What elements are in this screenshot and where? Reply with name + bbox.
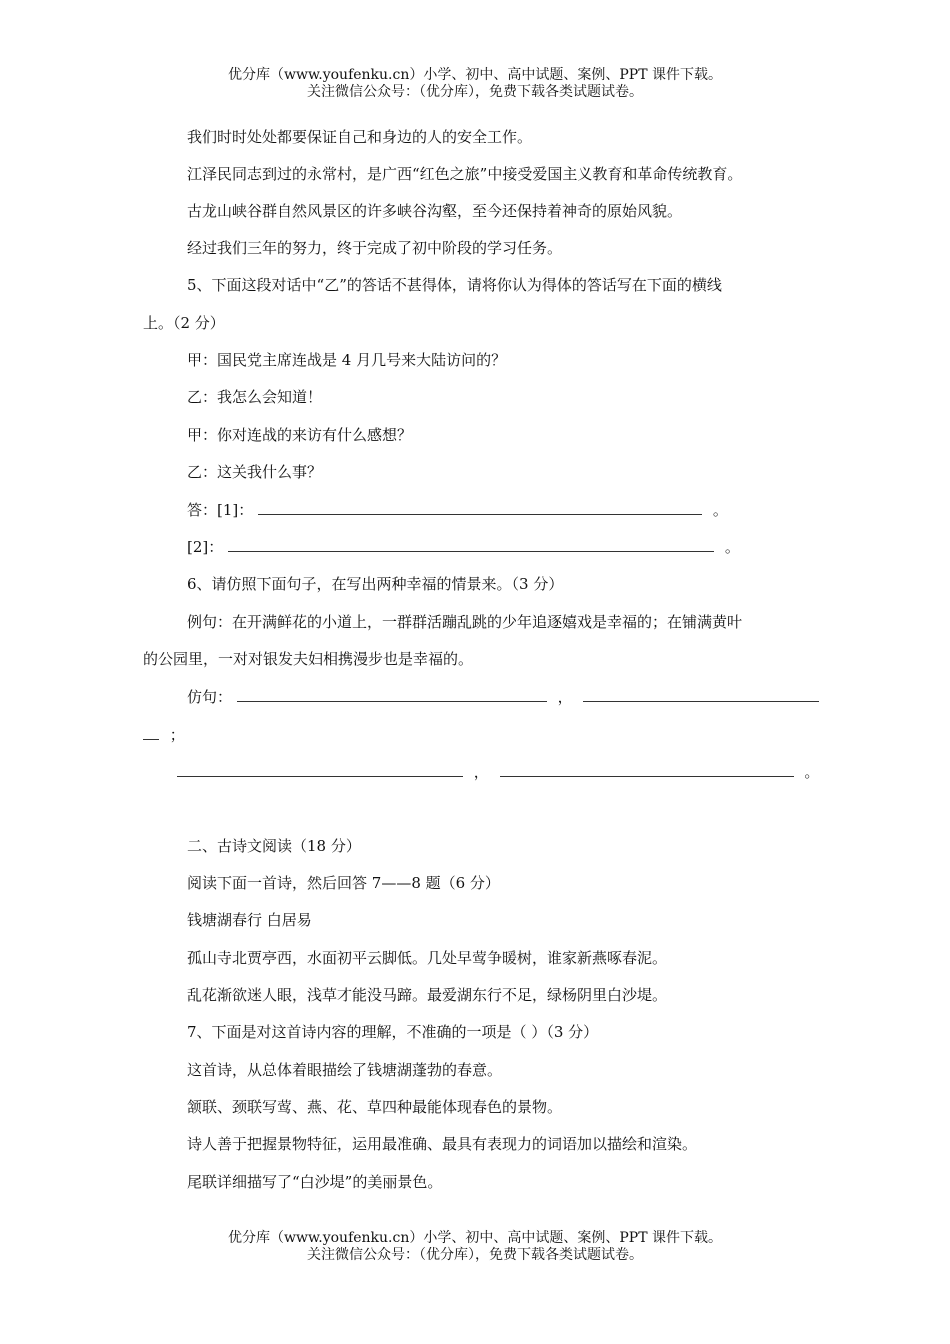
sentence-3: 古龙山峡谷群自然风景区的许多峡谷沟壑，至今还保持着神奇的原始风貌。 bbox=[187, 202, 683, 220]
answer-2-label: [2]： bbox=[187, 538, 224, 556]
option-3: 诗人善于把握景物特征，运用最准确、最具有表现力的词语加以描绘和渲染。 bbox=[187, 1135, 698, 1153]
sentence-1: 我们时时处处都要保证自己和身边的人的安全工作。 bbox=[187, 128, 533, 146]
imitation-row-2 bbox=[143, 725, 185, 745]
page-footer bbox=[0, 1230, 950, 1264]
header-line-2: 关注微信公众号：（优分库），免费下载各类试题试卷。 bbox=[307, 84, 643, 100]
footer-line-2: 关注微信公众号：（优分库），免费下载各类试题试卷。 bbox=[307, 1247, 643, 1263]
example-line-2: 的公园里，一对对银发夫妇相携漫步也是幸福的。 bbox=[143, 650, 474, 668]
answer-1-row bbox=[187, 500, 728, 520]
page-header bbox=[0, 67, 950, 101]
answer-2-row bbox=[187, 537, 740, 557]
poem-title: 钱塘湖春行 白居易 bbox=[187, 911, 312, 929]
imitation-semicolon: ； bbox=[169, 726, 185, 744]
option-4: 尾联详细描写了“白沙堤”的美丽景色。 bbox=[187, 1173, 443, 1191]
option-1: 这首诗，从总体着眼描绘了钱塘湖蓬勃的春意。 bbox=[187, 1061, 503, 1079]
imitation-row-3 bbox=[177, 762, 819, 782]
answer-1-blank[interactable] bbox=[258, 500, 702, 515]
header-line-1: 优分库（www.youfenku.cn）小学、初中、高中试题、案例、PPT 课件下载。 bbox=[227, 67, 722, 83]
question-5-line-2: 上。（2 分） bbox=[143, 314, 225, 332]
imitation-blank-5[interactable] bbox=[500, 762, 794, 777]
dialogue-line-3: 甲：你对连战的来访有什么感想？ bbox=[187, 426, 413, 444]
poem-line-1: 孤山寺北贾亭西，水面初平云脚低。几处早莺争暖树，谁家新燕啄春泥。 bbox=[187, 949, 668, 967]
answer-1-label: 答：[1]： bbox=[187, 501, 254, 519]
dialogue-line-1: 甲：国民党主席连战是 4 月几号来大陆访问的？ bbox=[187, 351, 507, 369]
imitation-blank-1[interactable] bbox=[237, 687, 547, 702]
section-2-title: 二、古诗文阅读（18 分） bbox=[187, 837, 361, 855]
sentence-4: 经过我们三年的努力，终于完成了初中阶段的学习任务。 bbox=[187, 239, 563, 257]
imitation-comma-2: ， bbox=[473, 763, 489, 781]
dialogue-line-2: 乙：我怎么会知道！ bbox=[187, 388, 323, 406]
question-7: 7、下面是对这首诗内容的理解，不准确的一项是（ ）（3 分） bbox=[187, 1023, 599, 1041]
question-6: 6、请仿照下面句子，在写出两种幸福的情景来。（3 分） bbox=[187, 575, 564, 593]
answer-1-end: 。 bbox=[712, 501, 728, 519]
imitation-comma-1: ， bbox=[557, 688, 573, 706]
example-line-1: 例句：在开满鲜花的小道上，一群群活蹦乱跳的少年追逐嬉戏是幸福的；在铺满黄叶 bbox=[187, 613, 743, 631]
imitation-blank-2[interactable] bbox=[583, 687, 819, 702]
imitation-blank-3[interactable] bbox=[143, 725, 159, 740]
dialogue-line-4: 乙：这关我什么事？ bbox=[187, 463, 323, 481]
answer-2-end: 。 bbox=[724, 538, 740, 556]
question-5-line-1: 5、下面这段对话中“乙”的答话不甚得体，请将你认为得体的答话写在下面的横线 bbox=[187, 276, 722, 294]
imitation-blank-4[interactable] bbox=[177, 762, 463, 777]
imitation-label: 仿句： bbox=[187, 688, 233, 706]
imitation-row-1 bbox=[187, 687, 819, 707]
imitation-period: 。 bbox=[804, 763, 820, 781]
poem-line-2: 乱花渐欲迷人眼，浅草才能没马蹄。最爱湖东行不足，绿杨阴里白沙堤。 bbox=[187, 986, 668, 1004]
option-2: 颔联、颈联写莺、燕、花、草四种最能体现春色的景物。 bbox=[187, 1098, 563, 1116]
footer-line-1: 优分库（www.youfenku.cn）小学、初中、高中试题、案例、PPT 课件下载。 bbox=[227, 1230, 722, 1246]
answer-2-blank[interactable] bbox=[228, 537, 714, 552]
reading-instruction: 阅读下面一首诗，然后回答 7——8 题（6 分） bbox=[187, 874, 500, 892]
sentence-2: 江泽民同志到过的永常村，是广西“红色之旅”中接受爱国主义教育和革命传统教育。 bbox=[187, 165, 743, 183]
